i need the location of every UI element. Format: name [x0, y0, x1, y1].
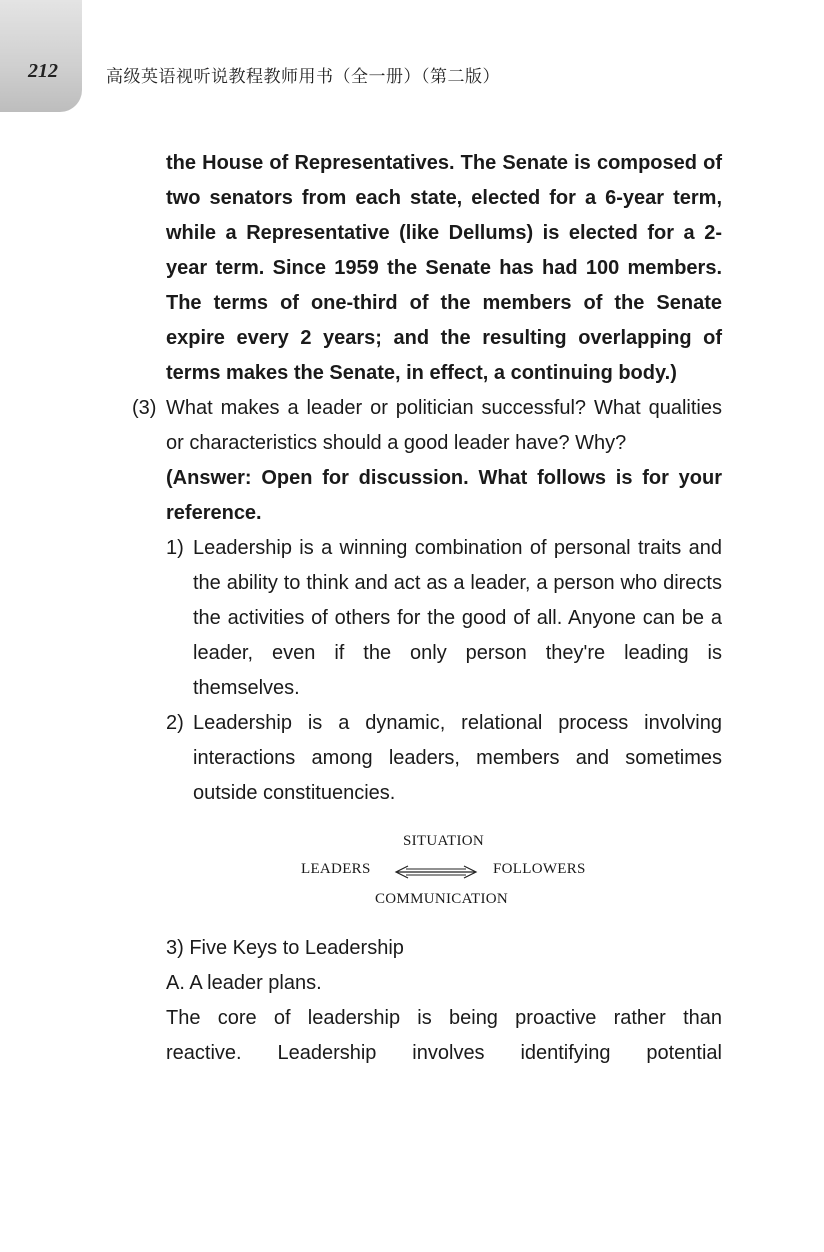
point-number: 2) [166, 712, 184, 734]
question-3 [132, 391, 722, 461]
key-a-text-line: reactive. Leadership involves identifying potential [166, 1042, 722, 1064]
key-a-text-line: The core of leadership is being proactive rather than [166, 1007, 722, 1029]
question-number: (3) [132, 397, 157, 419]
diagram-followers-label: FOLLOWERS [493, 861, 586, 877]
page-body [132, 146, 722, 1071]
answer-intro: (Answer: Open for discussion. What follows is for your reference. [166, 467, 722, 524]
point-text: Leadership is a winning combination of personal traits and the ability to think and act as a leader, a person who directs the activities of others for the good of all. Anyone can be a leader, even if the only person they're leading is themselves. [193, 537, 722, 699]
key-a-heading: A. A leader plans. [166, 972, 322, 994]
answer-point-2 [166, 706, 722, 811]
answer-point-1 [166, 531, 722, 706]
running-header: 高级英语视听说教程教师用书（全一册）（第二版） [106, 67, 500, 87]
answer-continuation: the House of Representatives. The Senate is composed of two senators from each state, elected for a 6-year term, while a Representative (like Dellums) is elected for a 2-year term. Since 1959 the Senate has had 100 members. The terms of one-third of the members of the Senate expire every 2 years; and the resulting overlapping of terms makes the Senate, in effect, a continuing body.) [166, 152, 722, 384]
point-3-heading: 3) Five Keys to Leadership [166, 937, 404, 959]
double-arrow-icon [394, 864, 478, 880]
leadership-diagram [166, 819, 722, 931]
page-number: 212 [28, 60, 58, 82]
point-text: Leadership is a dynamic, relational process involving interactions among leaders, members and sometimes outside constituencies. [193, 712, 722, 804]
page-corner-tab [0, 0, 82, 112]
diagram-leaders-label: LEADERS [301, 861, 371, 877]
diagram-communication-label: COMMUNICATION [375, 891, 509, 907]
diagram-situation-label: SITUATION [403, 833, 485, 849]
point-number: 1) [166, 537, 184, 559]
question-text: What makes a leader or politician successful? What qualities or characteristics should a good leader have? Why? [166, 397, 722, 454]
